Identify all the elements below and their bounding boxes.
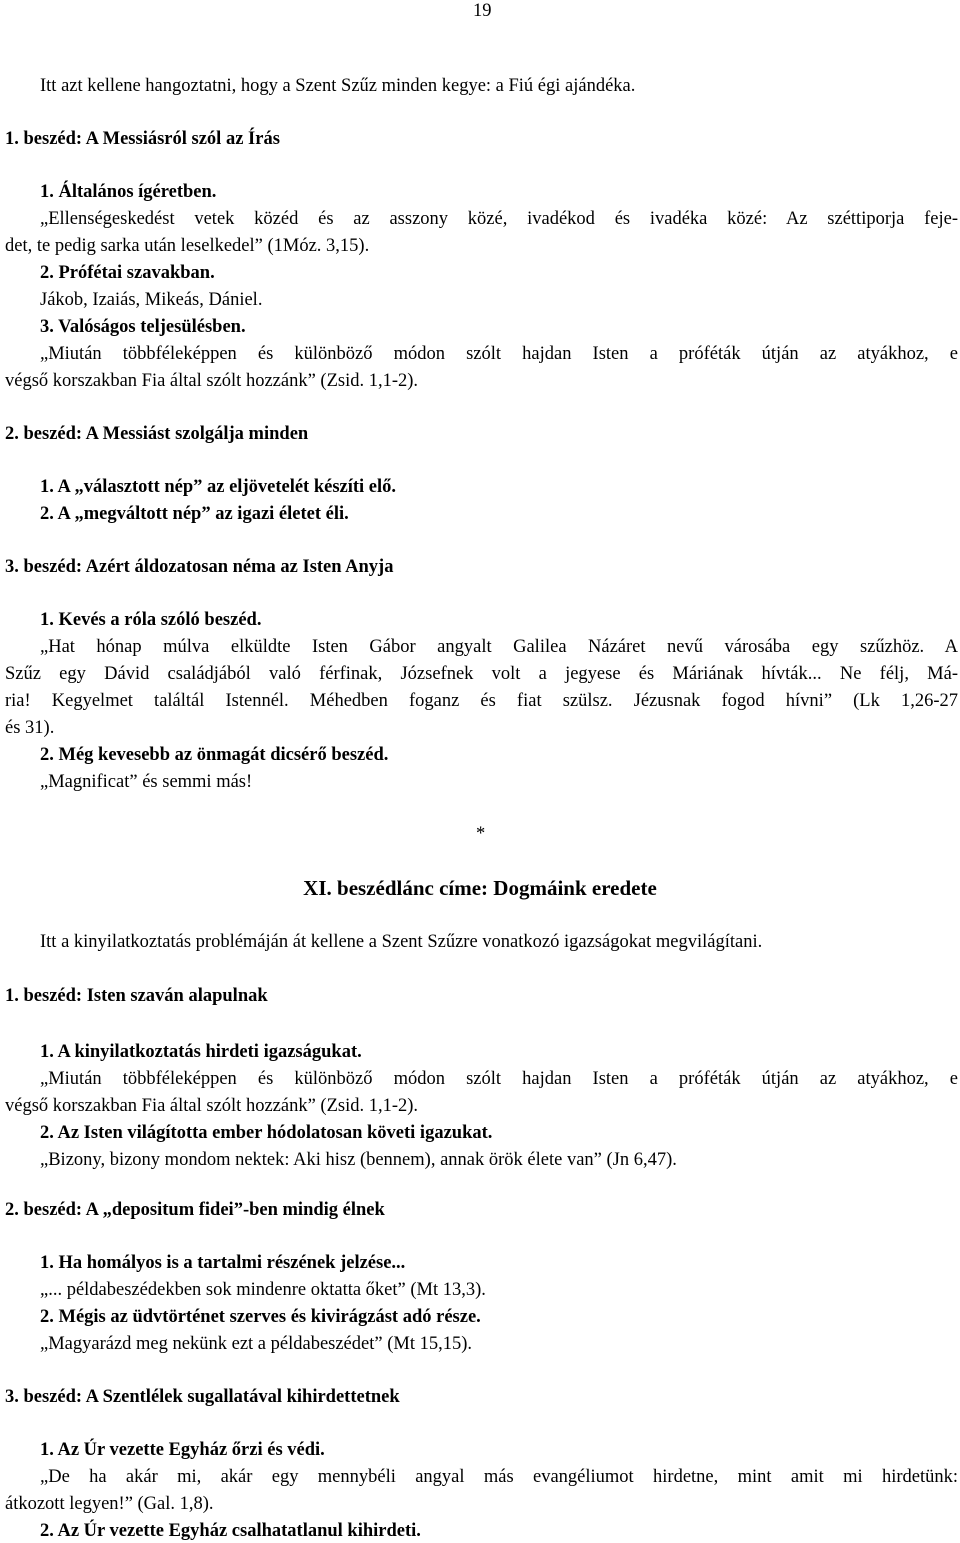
section-heading: 1. beszéd: A Messiásról szól az Írás: [5, 129, 280, 149]
page-number: 19: [473, 1, 492, 21]
intro-text: Itt azt kellene hangoztatni, hogy a Szent Szűz minden kegye: a Fiú égi ajándéka.: [40, 76, 636, 96]
quote-text: „De ha akár mi, akár egy mennybéli angyal más evangéliumot hirdetne, mint amit mi hirdetünk:: [40, 1467, 958, 1487]
quote-text: átkozott legyen!” (Gal. 1,8).: [5, 1494, 214, 1514]
section-heading: 3. beszéd: Azért áldozatosan néma az Isten Anyja: [5, 557, 394, 577]
section-heading: 2. beszéd: A Messiást szolgálja minden: [5, 424, 309, 444]
quote-text: „Miután többféleképpen és különböző módon szólt hajdan Isten a próféták útján az atyákhoz, e: [40, 344, 958, 364]
body-text: Jákob, Izaiás, Mikeás, Dániel.: [40, 290, 263, 310]
point-heading: 2. Az Isten világította ember hódolatosan követi igazukat.: [40, 1123, 493, 1143]
quote-text: „Magnificat” és semmi más!: [40, 772, 253, 792]
quote-text: végső korszakban Fia által szólt hozzánk” (Zsid. 1,1-2).: [5, 1096, 419, 1116]
point-heading: 1. Kevés a róla szóló beszéd.: [40, 610, 262, 630]
point-heading: 2. Még kevesebb az önmagát dicsérő beszéd.: [40, 745, 389, 765]
point-heading: 2. Az Úr vezette Egyház csalhatatlanul kihirdeti.: [40, 1521, 421, 1541]
section-separator: *: [476, 824, 486, 844]
point-heading: 3. Valóságos teljesülésben.: [40, 317, 246, 337]
quote-text: „Hat hónap múlva elküldte Isten Gábor angyalt Galilea Názáret nevű városába egy szűzhöz. A: [40, 637, 958, 657]
quote-text: ria! Kegyelmet találtál Istennél. Méhedben foganz és fiat szülsz. Jézusnak fogod hívni” (Lk 1,26-27: [5, 691, 958, 711]
point-heading: 1. Ha homályos is a tartalmi részének jelzése...: [40, 1253, 406, 1273]
quote-text: det, te pedig sarka után leselkedel” (1Móz. 3,15).: [5, 236, 370, 256]
point-heading: 1. A „választott nép” az eljövetelét készíti elő.: [40, 477, 397, 497]
quote-text: „Bizony, bizony mondom nektek: Aki hisz (bennem), annak örök élete van” (Jn 6,47).: [40, 1150, 677, 1170]
chapter-title: XI. beszédlánc címe: Dogmáink eredete: [303, 876, 657, 900]
quote-text: „... példabeszédekben sok mindenre oktatta őket” (Mt 13,3).: [40, 1280, 486, 1300]
quote-text: „Ellenségeskedést vetek közéd és az asszony közé, ivadékod és ivadéka közé: Az széttiporja feje-: [40, 209, 958, 229]
quote-text: „Magyarázd meg nekünk ezt a példabeszédet” (Mt 15,15).: [40, 1334, 472, 1354]
section-heading: 1. beszéd: Isten szaván alapulnak: [5, 986, 268, 1006]
quote-text: és 31).: [5, 718, 55, 738]
section-heading: 3. beszéd: A Szentlélek sugallatával kihirdettetnek: [5, 1387, 400, 1407]
point-heading: 2. Mégis az üdvtörténet szerves és kivirágzást adó része.: [40, 1307, 481, 1327]
quote-text: „Miután többféleképpen és különböző módon szólt hajdan Isten a próféták útján az atyákhoz, e: [40, 1069, 958, 1089]
intro-text: Itt a kinyilatkoztatás problémáján át kellene a Szent Szűzre vonatkozó igazságokat megvilágítani.: [40, 932, 763, 952]
point-heading: 1. Az Úr vezette Egyház őrzi és védi.: [40, 1440, 325, 1460]
point-heading: 1. Általános ígéretben.: [40, 182, 217, 202]
point-heading: 2. A „megváltott nép” az igazi életet éli.: [40, 504, 349, 524]
point-heading: 1. A kinyilatkoztatás hirdeti igazságukat.: [40, 1042, 362, 1062]
quote-text: végső korszakban Fia által szólt hozzánk” (Zsid. 1,1-2).: [5, 371, 419, 391]
section-heading: 2. beszéd: A „depositum fidei”-ben mindig élnek: [5, 1200, 385, 1220]
point-heading: 2. Prófétai szavakban.: [40, 263, 215, 283]
quote-text: Szűz egy Dávid családjából való férfinak, Józsefnek volt a jegyese és Máriának hívták... Ne félj, Má-: [5, 664, 958, 684]
